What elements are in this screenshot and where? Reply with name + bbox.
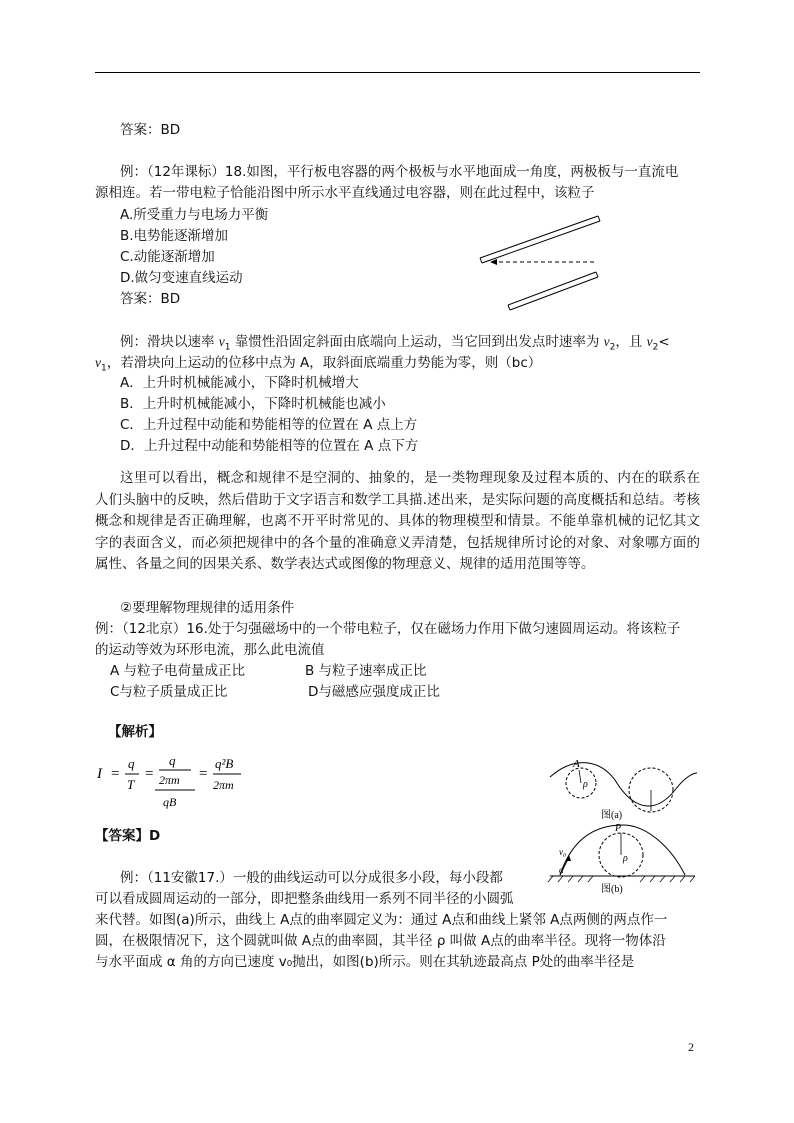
header-rule [95, 72, 700, 73]
example16-option-a: A 与粒子电荷量成正比 [110, 663, 246, 679]
example18-answer: 答案：BD [120, 291, 181, 307]
v2-symbol: v [646, 334, 653, 349]
capacitor-figure [470, 210, 610, 315]
figure-a-caption: 图(a) [601, 810, 623, 821]
ground-hatching [548, 876, 695, 882]
text-part: 靠惯性沿固定斜面由底端向上运动，当它回到出发点时速率为 [230, 334, 604, 350]
upper-plate [480, 216, 600, 263]
page-number: 2 [688, 1040, 694, 1054]
example16-option-c: C与粒子质量成正比 [110, 684, 228, 700]
formula-I: I [97, 766, 102, 782]
slider-option-a: A．上升时机械能减小，下降时机械增大 [120, 375, 359, 391]
example16-option-d: D与磁感应强度成正比 [308, 684, 440, 700]
option-d: D.做匀变速直线运动 [120, 270, 243, 286]
alpha-label: α [559, 865, 564, 875]
formula-equals: = [145, 766, 154, 782]
current-formula [95, 748, 245, 814]
rho-label-b: ρ [623, 853, 628, 864]
projectile-path [560, 825, 685, 875]
point-p-label: P [615, 823, 622, 834]
text-part: ，若滑块向上运动的位移中点为 A，取斜面底端重力势能为零，则（bc） [106, 355, 542, 371]
point-a-label: A [573, 758, 580, 770]
formula-qB: qB [163, 795, 177, 809]
slider-option-b: B．上升时机械能减小，下降时机械能也减小 [120, 396, 386, 412]
v1-symbol: v [95, 355, 101, 370]
v1-subscript: 1 [224, 342, 231, 353]
rho-label: ρ [583, 779, 588, 790]
option-c: C.动能逐渐增加 [120, 249, 215, 265]
v2-subscript: 2 [652, 342, 659, 353]
example18-line2: 源相连。若一带电粒子恰能沿图中所示水平直线通过电容器，则在此过程中，该粒子 [95, 185, 595, 201]
option-b: B.电势能逐渐增加 [120, 228, 229, 244]
formula-q: q [169, 753, 176, 768]
v0-label: v₀ [559, 847, 567, 857]
section-heading: ②要理解物理规律的适用条件 [120, 600, 295, 616]
text-part: 例：滑块以速率 [120, 334, 219, 350]
v2-subscript: 2 [609, 342, 616, 353]
formula-equals: = [199, 766, 208, 782]
curvature-figures [545, 755, 700, 900]
example16-option-b: B 与粒子速率成正比 [305, 663, 427, 679]
example17-line2: 可以看成圆周运动的一部分，即把整条曲线用一系列不同半径的小圆弧 [95, 891, 514, 907]
analysis-label: 【解析】 [108, 724, 162, 740]
formula-2pim: 2πm [213, 778, 234, 792]
v1-subscript: 1 [101, 363, 107, 374]
formula-q: q [128, 756, 135, 771]
slider-option-c: C．上升过程中动能和势能相等的位置在 A 点上方 [120, 417, 418, 433]
formula-q2B: q²B [215, 756, 234, 771]
text-part: ，且 [615, 334, 647, 350]
example17-line3: 来代替。如图(a)所示，曲线上 A点的曲率圆定义为：通过 A点和曲线上紧邻 A点两侧的两点作一 [95, 912, 668, 928]
example16-line1: 例：（12北京）16.处于匀强磁场中的一个带电粒子，仅在磁场力作用下做匀速圆周运动。将该粒子 [95, 621, 681, 637]
example17-line4: 圆，在极限情况下，这个圆就叫做 A点的曲率圆，其半径 ρ 叫做 A点的曲率半径。现将一物体沿 [95, 933, 666, 949]
example17-line1: 例：（11安徽17.）一般的曲线运动可以分成很多小段，每小段都 [120, 870, 503, 886]
formula-T: T [127, 777, 135, 792]
answer-text: 答案：BD [120, 122, 181, 138]
lower-plate [508, 272, 598, 310]
slider-option-d: D．上升过程中动能和势能相等的位置在 A 点下方 [120, 438, 419, 454]
less-than: < [658, 334, 670, 350]
v2-symbol: v [603, 334, 610, 349]
explanation-paragraph: 这里可以看出，概念和规律不是空洞的、抽象的，是一类物理现象及过程本质的、内在的联系在人们头脑中的反映，然后借助于文字语言和数学工具描.述出来，是实际问题的高度概括和总结。考核概念和规律是否正确理解，也离不开平时常见的、具体的物理模型和情景。不能单靠机械的记忆其文字的表面含义，而必须把规律中的各个量的准确意义弄清楚，包括规律所讨论的对象、对象哪方面的属性、各量之间的因果关系、数学表达式或图像的物理意义、规律的适用范围等等。 [95, 470, 700, 572]
option-a: A.所受重力与电场力平衡 [120, 207, 269, 223]
formula-equals: = [111, 766, 120, 782]
figure-b-caption: 图(b) [601, 884, 623, 895]
example18-line1: 例：（12年课标）18.如图，平行板电容器的两个极板与水平地面成一角度，两极板与一直流电 [120, 164, 679, 180]
formula-2pim: 2πm [159, 773, 180, 787]
v1-symbol: v [218, 334, 225, 349]
example17-line5: 与水平面成 α 角的方向已速度 v₀抛出，如图(b)所示。则在其轨迹最高点 P处的曲率半径是 [95, 954, 635, 970]
example16-line2: 的运动等效为环形电流，那么此电流值 [95, 642, 325, 658]
answer-label: 【答案】D [95, 828, 161, 844]
